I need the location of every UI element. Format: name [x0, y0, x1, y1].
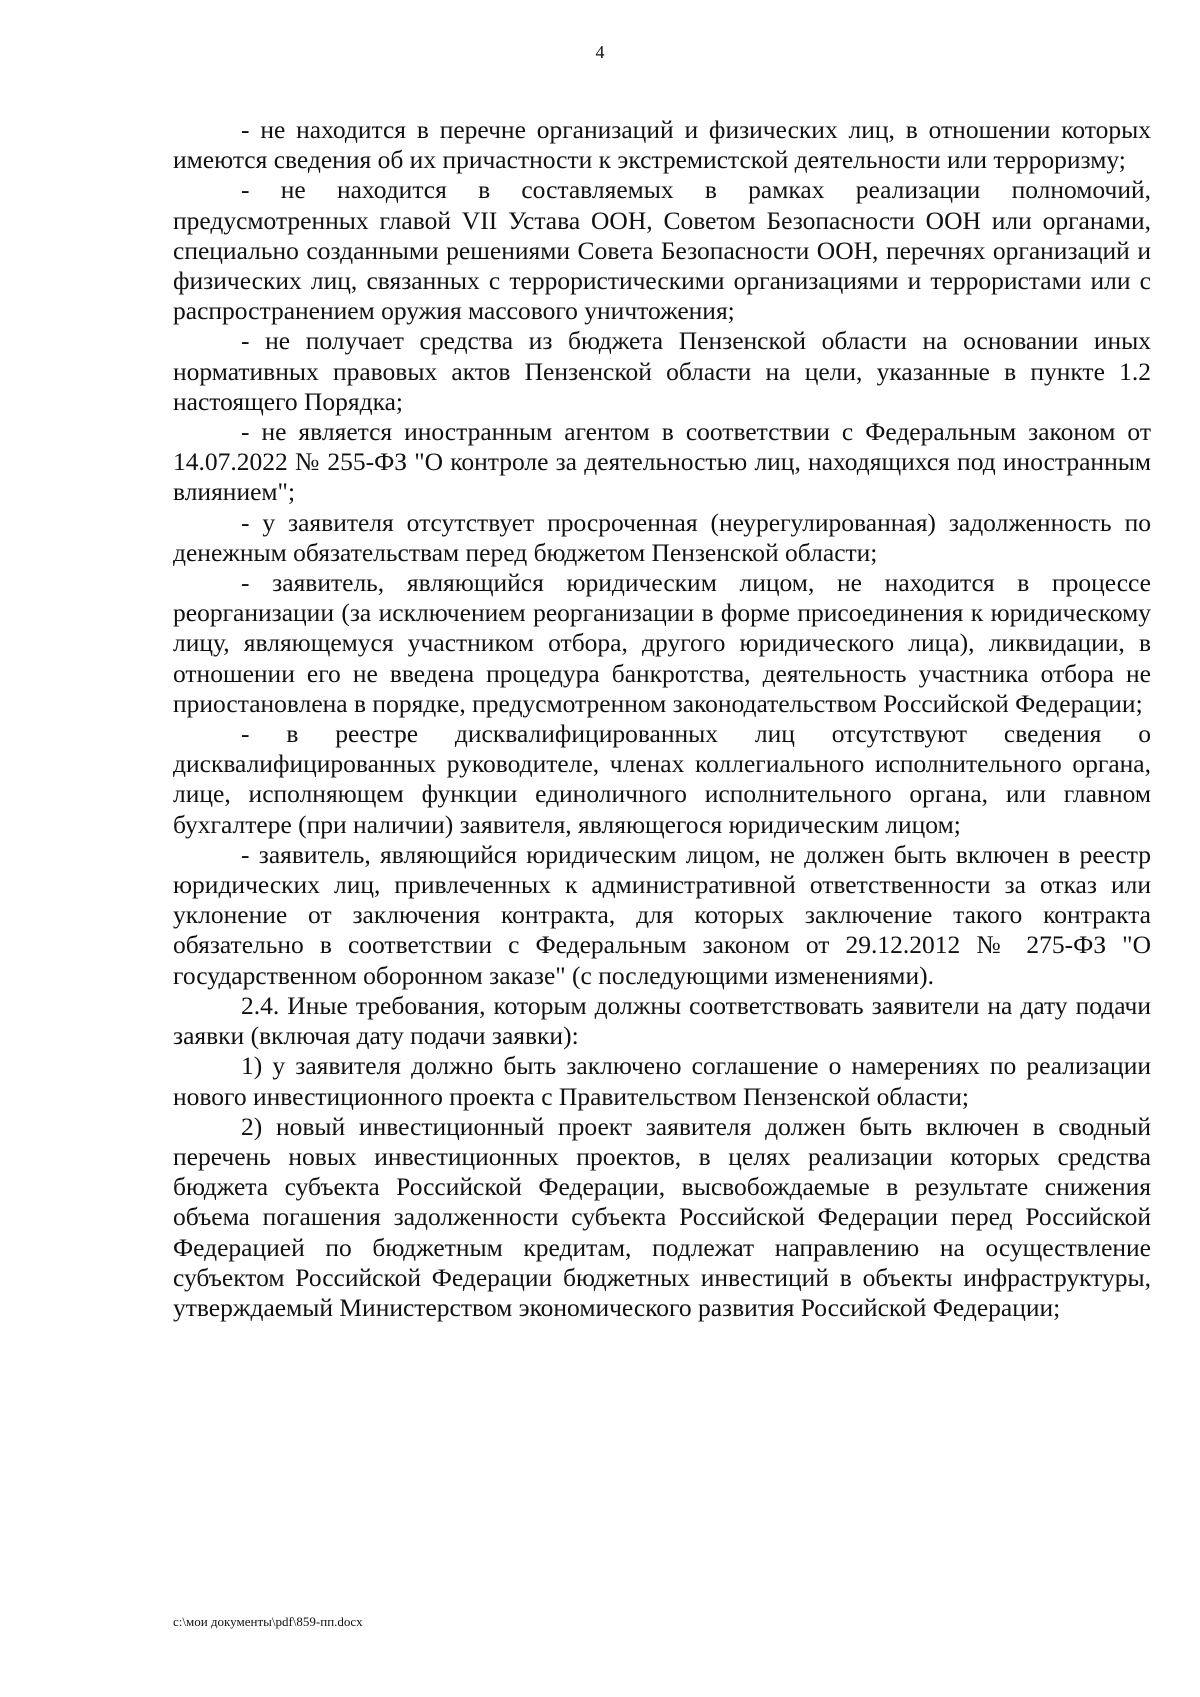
paragraph-extremism-list: - не находится в перечне организаций и физических лиц, в отношении которых имеются сведения об их причастности к экстремистской деятельности или терроризму;: [173, 115, 1151, 175]
paragraph-item-2: 2) новый инвестиционный проект заявителя должен быть включен в сводный перечень новых инвестиционных проектов, в целях реализации которых средства бюджета субъекта Российской Федерации, высвобождаемые в результате снижения объема погашения задолженности субъекта Российской Федерации перед Российской Федерацией по бюджетным кредитам, подлежат направлению на осуществление субъектом Российской Федерации бюджетных инвестиций в объекты инфраструктуры, утверждаемый Министерством экономического развития Российской Федерации;: [173, 1111, 1151, 1322]
paragraph-no-budget-funds: - не получает средства из бюджета Пензенской области на основании иных нормативных правовых актов Пензенской области на цели, указанные в пункте 1.2 настоящего Порядка;: [173, 326, 1151, 416]
footer-file-path: c:\мои документы\pdf\859-пп.docx: [173, 1614, 363, 1629]
paragraph-un-security-council-list: - не находится в составляемых в рамках реализации полномочий, предусмотренных главой VII Устава ООН, Советом Безопасности ООН или органами, специально созданными решениями Совета Безопасности ООН, перечнях организаций и физических лиц, связанных с террористическими организациями и террористами или с распространением оружия массового уничтожения;: [173, 175, 1151, 326]
paragraph-item-1: 1) у заявителя должно быть заключено соглашение о намерениях по реализации нового инвестиционного проекта с Правительством Пензенской области;: [173, 1051, 1151, 1111]
paragraph-section-2-4: 2.4. Иные требования, которым должны соответствовать заявители на дату подачи заявки (включая дату подачи заявки):: [173, 990, 1151, 1051]
page-number: 4: [595, 42, 605, 62]
paragraph-disqualified-persons: - в реестре дисквалифицированных лиц отсутствуют сведения о дисквалифицированных руководителе, членах коллегиального исполнительного органа, лице, исполняющем функции единоличного исполнительного органа, или главном бухгалтере (при наличии) заявителя, являющегося юридическим лицом;: [173, 719, 1151, 839]
paragraph-administrative-liability-registry: - заявитель, являющийся юридическим лицом, не должен быть включен в реестр юридических лиц, привлеченных к административной ответственности за отказ или уклонение от заключения контракта, для которых заключение такого контракта обязательно в соответствии с Федеральным законом от 29.12.2012 № 275-ФЗ "О государственном оборонном заказе" (с последующими изменениями).: [173, 839, 1151, 990]
paragraph-no-overdue-debt: - у заявителя отсутствует просроченная (неурегулированная) задолженность по денежным обязательствам перед бюджетом Пензенской области;: [173, 507, 1151, 567]
paragraph-no-reorganization: - заявитель, являющийся юридическим лицом, не находится в процессе реорганизации (за исключением реорганизации в форме присоединения к юридическому лицу, являющемуся участником отбора, другого юридического лица), ликвидации, в отношении его не введена процедура банкротства, деятельность участника отбора не приостановлена в порядке, предусмотренном законодательством Российской Федерации;: [173, 568, 1151, 718]
document-body: [173, 115, 1151, 1323]
paragraph-not-foreign-agent: - не является иностранным агентом в соответствии с Федеральным законом от 14.07.2022 № 255-ФЗ "О контроле за деятельностью лиц, находящихся под иностранным влиянием";: [173, 417, 1151, 507]
